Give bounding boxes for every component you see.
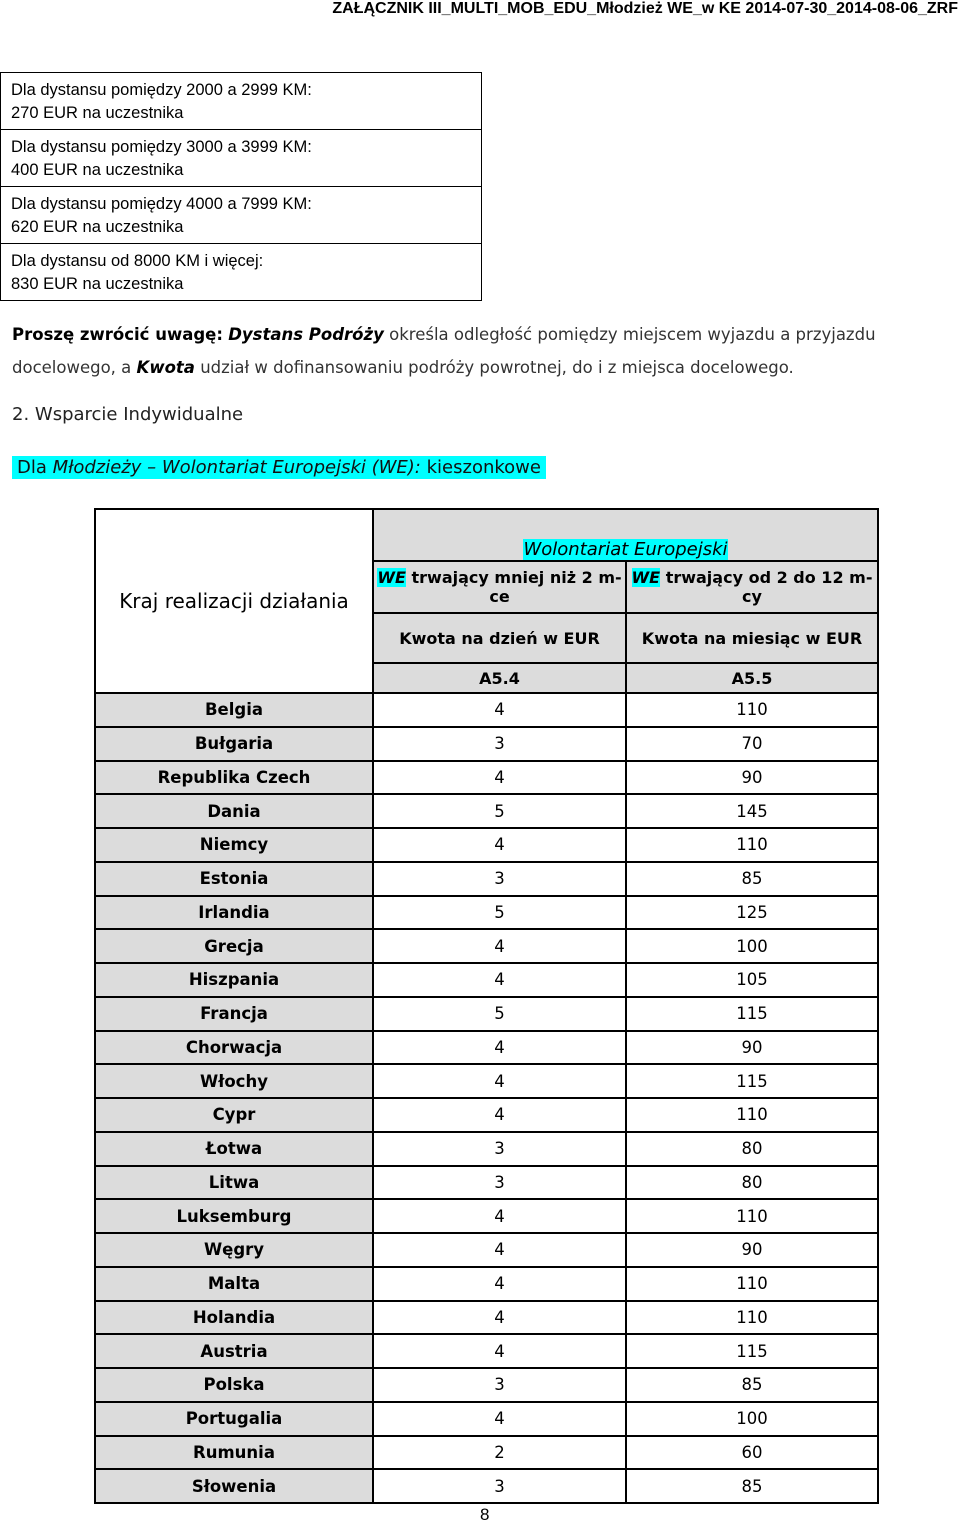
table-row xyxy=(95,1132,878,1166)
country-cell: Słowenia xyxy=(95,1469,373,1503)
monthly-amount-cell: 115 xyxy=(626,997,878,1031)
table-row xyxy=(95,997,878,1031)
country-cell: Francja xyxy=(95,997,373,1031)
daily-amount-cell: 4 xyxy=(373,1334,626,1368)
country-cell: Bułgaria xyxy=(95,727,373,761)
country-cell: Łotwa xyxy=(95,1132,373,1166)
daily-amount-cell: 3 xyxy=(373,727,626,761)
monthly-amount-cell: 80 xyxy=(626,1166,878,1200)
distance-row xyxy=(1,244,482,301)
monthly-amount-cell: 105 xyxy=(626,963,878,997)
distance-range: Dla dystansu pomiędzy 2000 a 2999 KM: xyxy=(11,81,312,99)
monthly-amount-cell: 90 xyxy=(626,1031,878,1065)
monthly-amount-cell: 100 xyxy=(626,929,878,963)
country-cell: Belgia xyxy=(95,693,373,727)
note-text-2: udział w dofinansowaniu podróży powrotnej, do i z miejsca docelowego. xyxy=(200,358,794,377)
daily-amount-cell: 4 xyxy=(373,761,626,795)
country-cell: Polska xyxy=(95,1368,373,1402)
daily-amount-cell: 2 xyxy=(373,1436,626,1470)
monthly-amount-cell: 110 xyxy=(626,828,878,862)
table-row xyxy=(95,963,878,997)
rates-table xyxy=(94,508,879,1504)
col1-header xyxy=(373,561,626,613)
daily-amount-cell: 4 xyxy=(373,1098,626,1132)
distance-cell xyxy=(1,244,482,301)
country-cell: Włochy xyxy=(95,1064,373,1098)
distance-range: Dla dystansu pomiędzy 3000 a 3999 KM: xyxy=(11,138,312,156)
monthly-amount-cell: 115 xyxy=(626,1334,878,1368)
daily-amount-cell: 3 xyxy=(373,1469,626,1503)
page-number: 8 xyxy=(480,1505,490,1524)
table-row xyxy=(95,1301,878,1335)
col2-code: A5.5 xyxy=(626,663,878,693)
col2-header xyxy=(626,561,878,613)
country-cell: Holandia xyxy=(95,1301,373,1335)
daily-amount-cell: 4 xyxy=(373,828,626,862)
daily-amount-cell: 3 xyxy=(373,1368,626,1402)
country-cell: Niemcy xyxy=(95,828,373,862)
document-header: ZAŁĄCZNIK III_MULTI_MOB_EDU_Młodzież WE_w KE 2014-07-30_2014-08-06_ZRF xyxy=(332,0,958,17)
col1-we: WE xyxy=(377,568,406,587)
distance-range: Dla dystansu od 8000 KM i więcej: xyxy=(11,252,264,270)
monthly-amount-cell: 110 xyxy=(626,1301,878,1335)
daily-amount-cell: 4 xyxy=(373,1233,626,1267)
table-row xyxy=(95,727,878,761)
section-title: 2. Wsparcie Indywidualne xyxy=(12,404,244,425)
country-cell: Węgry xyxy=(95,1233,373,1267)
distance-row xyxy=(1,187,482,244)
monthly-amount-cell: 125 xyxy=(626,896,878,930)
country-cell: Luksemburg xyxy=(95,1199,373,1233)
table-row xyxy=(95,693,878,727)
monthly-amount-cell: 60 xyxy=(626,1436,878,1470)
col1-subheader: Kwota na dzień w EUR xyxy=(373,613,626,663)
group-header-label: Wolontariat Europejski xyxy=(523,539,728,560)
col1-title: trwający mniej niż 2 m-ce xyxy=(411,568,622,606)
monthly-amount-cell: 90 xyxy=(626,1233,878,1267)
monthly-amount-cell: 90 xyxy=(626,761,878,795)
table-row xyxy=(95,1368,878,1402)
note-paragraph xyxy=(12,318,960,384)
daily-amount-cell: 4 xyxy=(373,1064,626,1098)
country-cell: Cypr xyxy=(95,1098,373,1132)
country-cell: Portugalia xyxy=(95,1402,373,1436)
monthly-amount-cell: 145 xyxy=(626,794,878,828)
daily-amount-cell: 5 xyxy=(373,997,626,1031)
country-cell: Litwa xyxy=(95,1166,373,1200)
col1-code: A5.4 xyxy=(373,663,626,693)
country-cell: Malta xyxy=(95,1267,373,1301)
country-cell: Estonia xyxy=(95,862,373,896)
daily-amount-cell: 3 xyxy=(373,862,626,896)
table-row xyxy=(95,862,878,896)
table-row xyxy=(95,1031,878,1065)
table-row xyxy=(95,828,878,862)
distance-cell xyxy=(1,73,482,130)
table-row xyxy=(95,1199,878,1233)
distance-cell xyxy=(1,130,482,187)
subtitle-prefix: Dla xyxy=(17,457,47,478)
country-cell: Rumunia xyxy=(95,1436,373,1470)
distance-row xyxy=(1,73,482,130)
note-term-amount: Kwota xyxy=(136,358,195,377)
group-header xyxy=(373,509,878,561)
country-cell: Irlandia xyxy=(95,896,373,930)
monthly-amount-cell: 115 xyxy=(626,1064,878,1098)
table-row xyxy=(95,1436,878,1470)
col2-subheader: Kwota na miesiąc w EUR xyxy=(626,613,878,663)
monthly-amount-cell: 110 xyxy=(626,693,878,727)
note-term-distance: Dystans Podróży xyxy=(228,325,384,344)
distance-range: Dla dystansu pomiędzy 4000 a 7999 KM: xyxy=(11,195,312,213)
table-row xyxy=(95,1402,878,1436)
daily-amount-cell: 3 xyxy=(373,1166,626,1200)
monthly-amount-cell: 70 xyxy=(626,727,878,761)
subtitle-italic: Młodzieży – Wolontariat Europejski (WE): xyxy=(52,457,421,478)
country-cell: Dania xyxy=(95,794,373,828)
table-row xyxy=(95,1064,878,1098)
note-text-1: określa odległość pomiędzy miejscem wyjazdu a przyjazdu docelowego, a xyxy=(12,325,876,377)
table-row xyxy=(95,1334,878,1368)
monthly-amount-cell: 100 xyxy=(626,1402,878,1436)
monthly-amount-cell: 110 xyxy=(626,1098,878,1132)
country-header: Kraj realizacji działania xyxy=(95,509,373,693)
daily-amount-cell: 3 xyxy=(373,1132,626,1166)
col2-title: trwający od 2 do 12 m-cy xyxy=(665,568,873,606)
monthly-amount-cell: 110 xyxy=(626,1199,878,1233)
daily-amount-cell: 4 xyxy=(373,963,626,997)
country-cell: Republika Czech xyxy=(95,761,373,795)
country-cell: Hiszpania xyxy=(95,963,373,997)
monthly-amount-cell: 110 xyxy=(626,1267,878,1301)
table-row xyxy=(95,929,878,963)
monthly-amount-cell: 80 xyxy=(626,1132,878,1166)
note-lead: Proszę zwrócić uwagę: xyxy=(12,325,223,344)
table-row xyxy=(95,761,878,795)
daily-amount-cell: 4 xyxy=(373,693,626,727)
distance-amount: 270 EUR na uczestnika xyxy=(11,104,184,122)
daily-amount-cell: 4 xyxy=(373,1199,626,1233)
col2-we: WE xyxy=(631,568,661,587)
country-cell: Chorwacja xyxy=(95,1031,373,1065)
monthly-amount-cell: 85 xyxy=(626,1368,878,1402)
distance-amount: 830 EUR na uczestnika xyxy=(11,275,184,293)
monthly-amount-cell: 85 xyxy=(626,1469,878,1503)
daily-amount-cell: 5 xyxy=(373,896,626,930)
distance-amount: 620 EUR na uczestnika xyxy=(11,218,184,236)
daily-amount-cell: 4 xyxy=(373,1267,626,1301)
distance-table xyxy=(0,72,482,301)
distance-amount: 400 EUR na uczestnika xyxy=(11,161,184,179)
distance-cell xyxy=(1,187,482,244)
table-row xyxy=(95,896,878,930)
daily-amount-cell: 4 xyxy=(373,929,626,963)
table-row xyxy=(95,1098,878,1132)
daily-amount-cell: 4 xyxy=(373,1402,626,1436)
table-row xyxy=(95,1166,878,1200)
daily-amount-cell: 4 xyxy=(373,1301,626,1335)
table-row xyxy=(95,1233,878,1267)
table-row xyxy=(95,1267,878,1301)
subtitle-suffix: kieszonkowe xyxy=(426,457,541,478)
table-row xyxy=(95,794,878,828)
subtitle xyxy=(12,456,546,479)
daily-amount-cell: 4 xyxy=(373,1031,626,1065)
monthly-amount-cell: 85 xyxy=(626,862,878,896)
country-cell: Grecja xyxy=(95,929,373,963)
daily-amount-cell: 5 xyxy=(373,794,626,828)
distance-row xyxy=(1,130,482,187)
table-row xyxy=(95,1469,878,1503)
country-cell: Austria xyxy=(95,1334,373,1368)
